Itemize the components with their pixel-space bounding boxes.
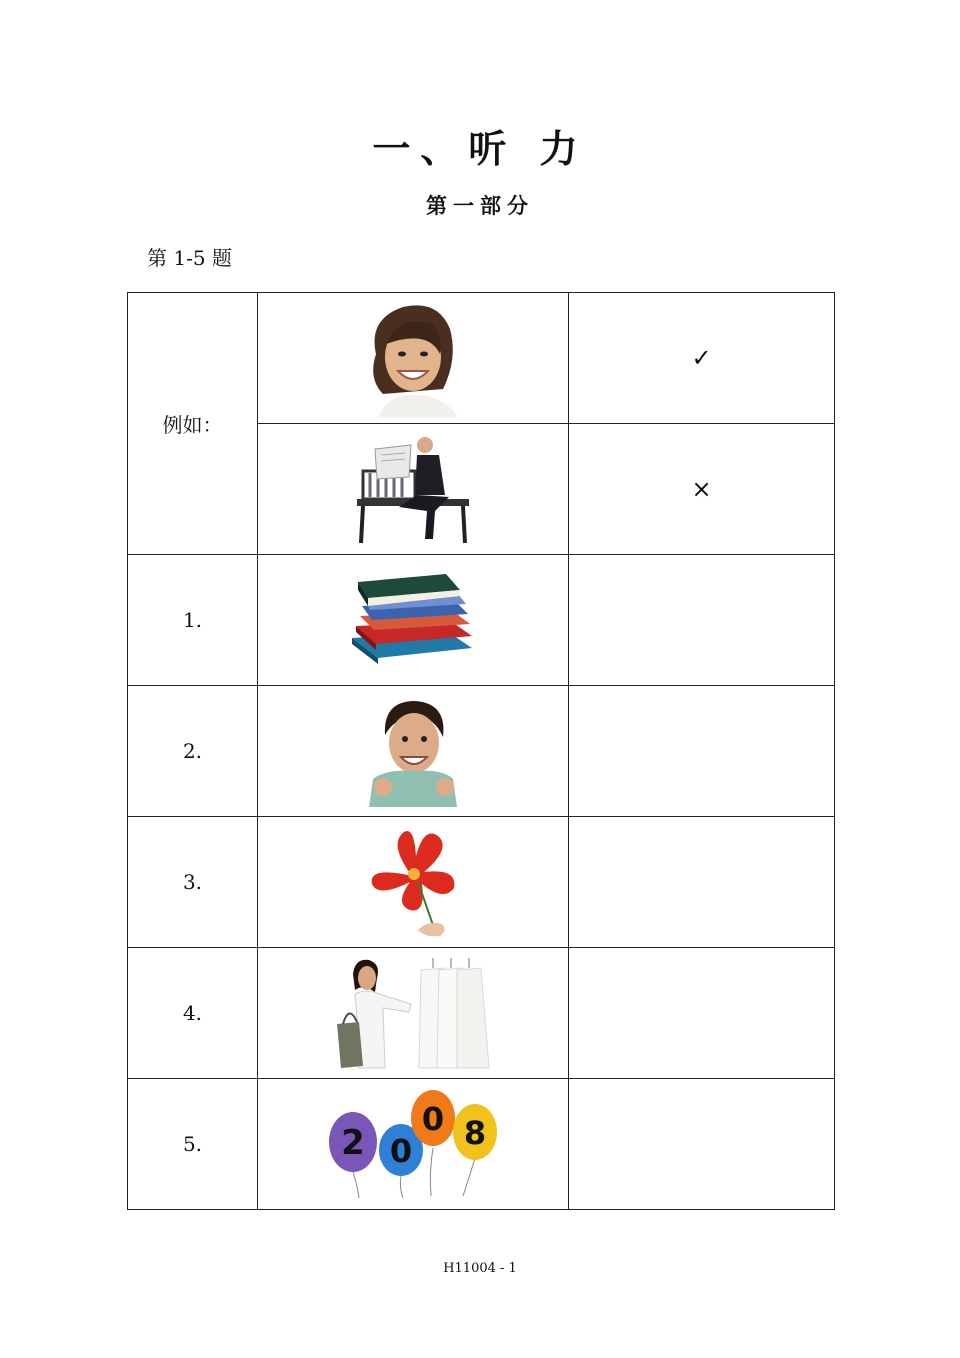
question-range: 第 1-5 题 <box>147 246 232 270</box>
example-label: 例如： <box>128 293 258 555</box>
question-number: 2. <box>128 686 258 817</box>
answer-cell <box>569 686 835 817</box>
balloon-digit: 2 <box>341 1123 365 1163</box>
question-picture-happy-man <box>258 686 569 817</box>
example-picture-smiling-woman <box>258 293 569 424</box>
balloon-digit: 0 <box>389 1132 413 1170</box>
question-row-3 <box>128 817 835 948</box>
question-number: 1. <box>128 555 258 686</box>
balloon-digit: 0 <box>421 1100 445 1138</box>
answer-cell <box>569 555 835 686</box>
section-title: 一、听 力 <box>372 126 588 171</box>
example-row-1 <box>128 293 835 424</box>
answer-cell <box>569 948 835 1079</box>
example-picture-man-on-bench <box>258 424 569 555</box>
example-mark-2: × <box>569 424 835 555</box>
answer-table <box>127 292 835 1210</box>
answer-cell <box>569 1079 835 1210</box>
balloon-digit: 8 <box>463 1114 487 1152</box>
question-number: 5. <box>128 1079 258 1210</box>
question-row-4 <box>128 948 835 1079</box>
question-picture-woman-shopping <box>258 948 569 1079</box>
question-row-5 <box>128 1079 835 1210</box>
part-title: 第一部分 <box>426 193 534 218</box>
page-footer: H11004 - 1 <box>443 1261 517 1276</box>
question-picture-red-flower <box>258 817 569 948</box>
question-number: 3. <box>128 817 258 948</box>
question-picture-2008-balloons <box>258 1079 569 1210</box>
answer-cell <box>569 817 835 948</box>
example-mark-1: ✓ <box>569 293 835 424</box>
question-number: 4. <box>128 948 258 1079</box>
question-row-2 <box>128 686 835 817</box>
question-row-1 <box>128 555 835 686</box>
question-picture-books <box>258 555 569 686</box>
